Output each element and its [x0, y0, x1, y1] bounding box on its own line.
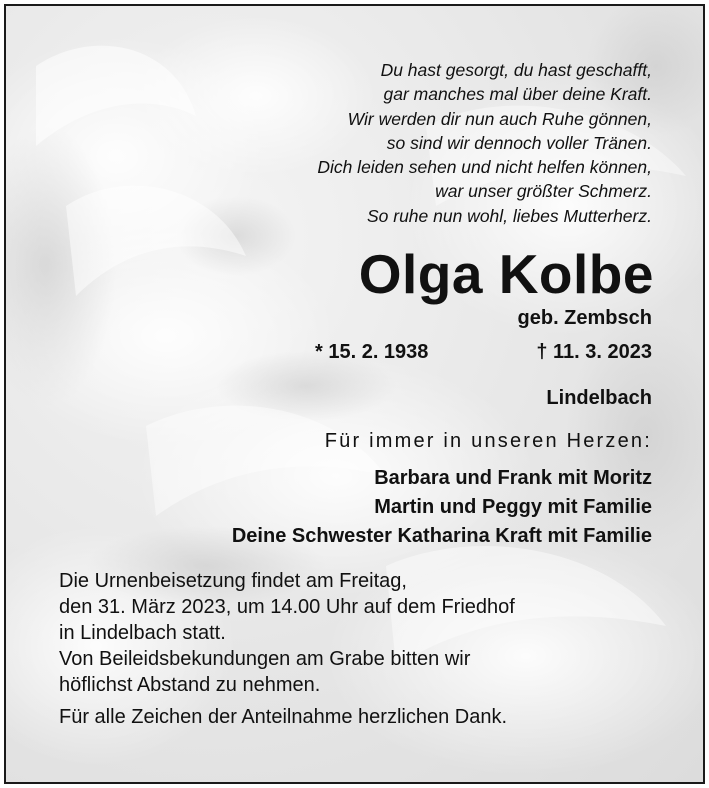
- hometown: Lindelbach: [546, 387, 652, 409]
- poem-line: Dich leiden sehen und nicht helfen können,: [317, 157, 652, 178]
- poem-line: Du hast gesorgt, du hast geschafft,: [380, 60, 652, 80]
- death-date: † 11. 3. 2023: [536, 341, 652, 363]
- mourner-line: Deine Schwester Katharina Kraft mit Familie: [231, 525, 652, 547]
- condolence-line: Von Beileidsbekundungen am Grabe bitten wir: [59, 648, 471, 670]
- burial-line: den 31. März 2023, um 14.00 Uhr auf dem Friedhof: [59, 596, 515, 618]
- condolence-line: höflichst Abstand zu nehmen.: [59, 674, 321, 696]
- maiden-name: geb. Zembsch: [517, 307, 652, 329]
- poem-line: Wir werden dir nun auch Ruhe gönnen,: [347, 108, 652, 129]
- thanks-line: Für alle Zeichen der Anteilnahme herzlichen Dank.: [59, 706, 508, 728]
- burial-line: in Lindelbach statt.: [59, 622, 226, 644]
- poem: [317, 58, 652, 228]
- mourner-line: Martin und Peggy mit Familie: [374, 496, 652, 518]
- poem-line: war unser größter Schmerz.: [435, 181, 652, 202]
- mourners-list: [232, 464, 652, 551]
- funeral-notice: [59, 568, 515, 730]
- mourner-line: Barbara und Frank mit Moritz: [374, 467, 652, 489]
- burial-line: Die Urnenbeisetzung findet am Freitag,: [59, 570, 407, 592]
- deceased-name: Olga Kolbe: [358, 243, 654, 305]
- birth-date: * 15. 2. 1938: [315, 341, 429, 363]
- poem-line: So ruhe nun wohl, liebes Mutterherz.: [366, 205, 652, 226]
- obituary-card: [4, 4, 705, 784]
- poem-line: gar manches mal über deine Kraft.: [383, 84, 652, 105]
- poem-line: so sind wir dennoch voller Tränen.: [386, 132, 652, 153]
- mourners-intro: Für immer in unseren Herzen:: [324, 430, 652, 452]
